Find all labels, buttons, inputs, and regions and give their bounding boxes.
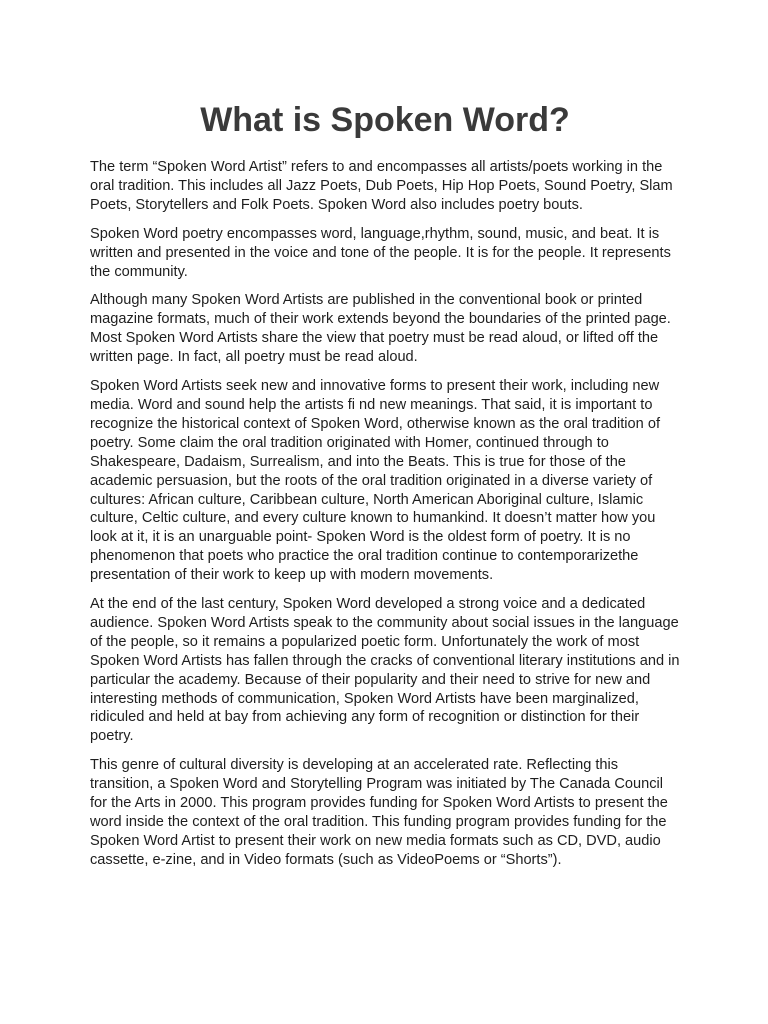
document-page [90,96,680,880]
paragraph-4: Spoken Word Artists seek new and innovative forms to present their work, including new media. Word and sound help the artists fi nd new meanings. That said, it is important to recognize the historical context of Spoken Word, otherwise known as the oral tradition of poetry. Some claim the oral tradition originated with Homer, continued through to Shakespeare, Dadaism, Surrealism, and into the Beats. This is true for those of the academic persuasion, but the roots of the oral tradition originated in a diverse variety of cultures: African culture, Caribbean culture, North American Aboriginal culture, Islamic culture, Celtic culture, and every culture known to humankind. It doesn’t matter how you look at it, it is an unarguable point- Spoken Word is the oldest form of poetry. It is no phenomenon that poets who practice the oral tradition continue to contemporarizethe presentation of their work to keep up with modern movements. [90,378,661,584]
paragraph-6: This genre of cultural diversity is developing at an accelerated rate. Reflecting this transition, a Spoken Word and Storytelling Program was initiated by The Canada Council for the Arts in 2000. This program provides funding for Spoken Word Artists to present the word inside the context of the oral tradition. This funding program provides funding for the Spoken Word Artist to present their work on new media formats such as CD, DVD, audio cassette, e-zine, and in Video formats (such as VideoPoems or “Shorts”). [90,757,668,868]
paragraph-2: Spoken Word poetry encompasses word, language,rhythm, sound, music, and beat. It is written and presented in the voice and tone of the people. It is for the people. It represents the community. [90,225,671,280]
paragraph-1: The term “Spoken Word Artist” refers to and encompasses all artists/poets working in the oral tradition. This includes all Jazz Poets, Dub Poets, Hip Hop Poets, Sound Poetry, Slam Poets, Storytellers and Folk Poets. Spoken Word also includes poetry bouts. [90,159,673,213]
paragraph-3: Although many Spoken Word Artists are published in the conventional book or printed magazine formats, much of their work extends beyond the boundaries of the printed page. Most Spoken Word Artists share the view that poetry must be read aloud, or lifted off the written page. In fact, all poetry must be read aloud. [90,292,671,366]
paragraph-5: At the end of the last century, Spoken Word developed a strong voice and a dedicated audience. Spoken Word Artists speak to the community about social issues in the language of the people, so it remains a popularized poetic form. Unfortunately the work of most Spoken Word Artists has fallen through the cracks of conventional literary institutions and in particular the academy. Because of their popularity and their need to strive for new and interesting methods of communication, Spoken Word Artists have been marginalized, ridiculed and held at bay from achieving any form of recognition or distinction for their poetry. [90,596,680,745]
document-title: What is Spoken Word? [200,101,570,139]
